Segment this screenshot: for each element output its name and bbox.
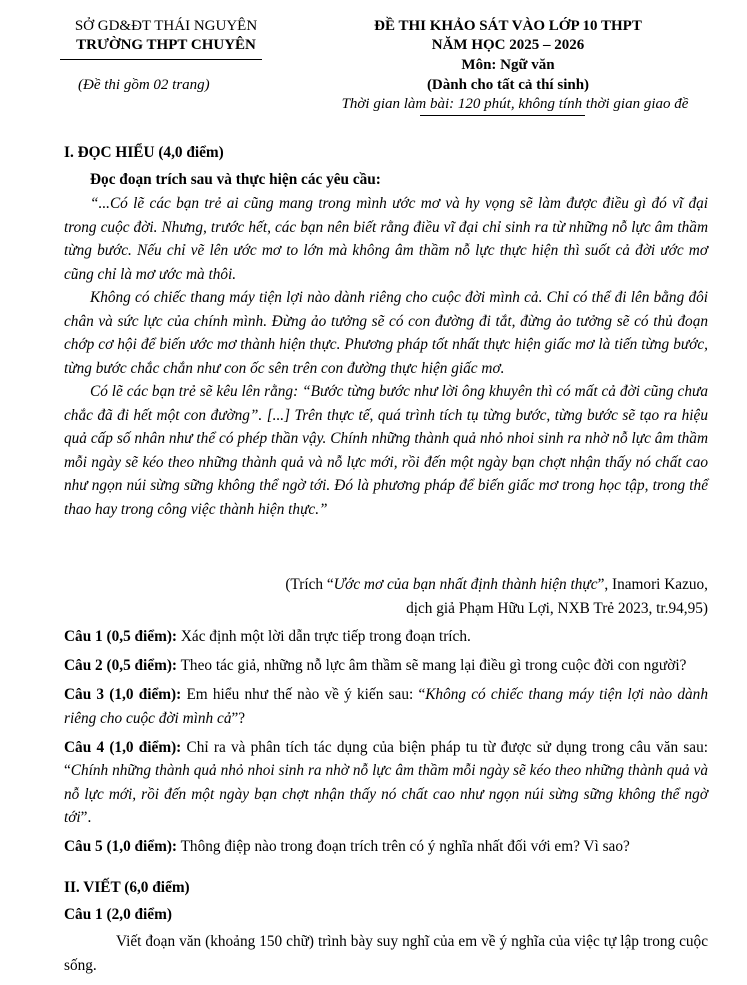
question-1 bbox=[64, 625, 708, 649]
question-text: Theo tác giả, những nỗ lực âm thầm sẽ mang lại điều gì trong cuộc đời con người? bbox=[177, 657, 687, 674]
department-name: SỞ GD&ĐT THÁI NGUYÊN bbox=[74, 18, 258, 34]
school-underline bbox=[60, 59, 262, 60]
exam-title: ĐỀ THI KHẢO SÁT VÀO LỚP 10 THPT bbox=[374, 18, 642, 34]
question-quote: Chính những thành quả nhỏ nhoi sinh ra nhờ nỗ lực âm thầm mỗi ngày sẽ kéo theo những thành quả và nỗ lực mới, rồi đến một ngày bạn chợt nhận thấy nó chất cao như ngọn núi sừng sững không thể ngờ tới bbox=[64, 762, 708, 826]
question-list bbox=[64, 625, 708, 864]
reading-heading: I. ĐỌC HIỂU (4,0 điểm) bbox=[64, 144, 224, 161]
time-underline bbox=[420, 115, 585, 116]
source-prefix: (Trích “ bbox=[285, 576, 334, 593]
source-suffix: ”, Inamori Kazuo, bbox=[597, 576, 708, 593]
source-citation bbox=[64, 573, 708, 597]
passage-paragraph-1: “...Có lẽ các bạn trẻ ai cũng mang trong mình ước mơ và hy vọng sẽ làm được điều gì đó vĩ đại trong cuộc đời. Nhưng, trước hết, các bạn nên biết rằng điều vĩ đại chỉ sinh ra từ những nỗ lực âm thầm từng bước. Nếu chỉ vẽ lên ước mơ to lớn mà không âm thầm nỗ lực thực hiện thì suốt cả đời ước mơ cũng chỉ là mơ ước mà thôi. bbox=[64, 195, 708, 283]
school-year: NĂM HỌC 2025 – 2026 bbox=[431, 37, 585, 53]
writing-question-1-label: Câu 1 (2,0 điểm) bbox=[64, 906, 172, 923]
question-3 bbox=[64, 683, 708, 730]
question-label: Câu 1 (0,5 điểm): bbox=[64, 628, 178, 645]
audience: (Dành cho tất cả thí sinh) bbox=[426, 77, 590, 93]
source-title: Ước mơ của bạn nhất định thành hiện thực bbox=[333, 576, 598, 593]
question-label: Câu 2 (0,5 điểm): bbox=[64, 657, 178, 674]
question-text: Thông điệp nào trong đoạn trích trên có ý nghĩa nhất đối với em? Vì sao? bbox=[177, 838, 630, 855]
source-translator: dịch giả Phạm Hữu Lợi, NXB Trẻ 2023, tr.94,95) bbox=[406, 600, 708, 617]
question-label: Câu 3 (1,0 điểm): bbox=[64, 686, 182, 703]
school-name: TRƯỜNG THPT CHUYÊN bbox=[76, 37, 256, 53]
passage-paragraph-2: Không có chiếc thang máy tiện lợi nào dành riêng cho cuộc đời mình cả. Chỉ có thể đi lên bằng đôi chân và sức lực của chính mình. Đừng ảo tưởng sẽ có con đường đi tắt, đừng ảo tưởng sẽ có thủ đoạn chớp cơ hội để biến ước mơ thành hiện thực. Phương pháp tốt nhất thực hiện giấc mơ là tiến từng bước, từng bước chắc chắn như con ốc sên trên con đường thực hiện giấc mơ. bbox=[64, 289, 708, 377]
question-quote: Không có chiếc thang máy tiện lợi nào dành riêng cho cuộc đời mình cả bbox=[64, 686, 708, 727]
question-text: Xác định một lời dẫn trực tiếp trong đoạn trích. bbox=[177, 628, 471, 645]
pages-note: (Đề thi gồm 02 trang) bbox=[78, 77, 210, 93]
passage bbox=[64, 192, 708, 521]
question-5 bbox=[64, 835, 708, 859]
writing-heading: II. VIẾT (6,0 điểm) bbox=[64, 879, 190, 896]
question-4 bbox=[64, 736, 708, 830]
question-label: Câu 4 (1,0 điểm): bbox=[64, 738, 182, 756]
reading-instruction: Đọc đoạn trích sau và thực hiện các yêu cầu: bbox=[90, 171, 381, 188]
question-text-after: ”? bbox=[231, 709, 246, 727]
question-text-after: ”. bbox=[80, 809, 92, 826]
subject: Môn: Ngữ văn bbox=[461, 57, 555, 73]
question-2 bbox=[64, 654, 708, 678]
writing-question-1-text: Viết đoạn văn (khoảng 150 chữ) trình bày suy nghĩ của em về ý nghĩa của việc tự lập trong cuộc sống. bbox=[64, 933, 708, 974]
time-note: Thời gian làm bài: 120 phút, không tính thời gian giao đề bbox=[341, 96, 689, 112]
question-label: Câu 5 (1,0 điểm): bbox=[64, 838, 178, 855]
question-text: Em hiểu như thế nào về ý kiến sau: “ bbox=[181, 686, 426, 703]
question-text: Chỉ ra và phân tích tác dụng của biện pháp tu từ được sử dụng trong câu văn sau: “ bbox=[64, 738, 708, 779]
passage-paragraph-3: Có lẽ các bạn trẻ sẽ kêu lên rằng: “Bước từng bước như lời ông khuyên thì có mất cả đời cũng chưa chắc đã đi hết một con đường”. [...] Trên thực tế, quá trình tích tụ từng bước, từng bước sẽ tạo ra hiệu quả cấp số nhân như thể có phép thần vậy. Chính những thành quả nhỏ nhoi sinh ra nhờ nỗ lực âm thầm mỗi ngày sẽ kéo theo những thành quả và nỗ lực mới, rồi đến một ngày bạn chợt nhận thấy nó chất cao như ngọn núi sừng sững không thể ngờ tới. Đó là phương pháp để biến giấc mơ trong học tập, trong thể thao hay trong công việc thành hiện thực.” bbox=[64, 383, 708, 518]
